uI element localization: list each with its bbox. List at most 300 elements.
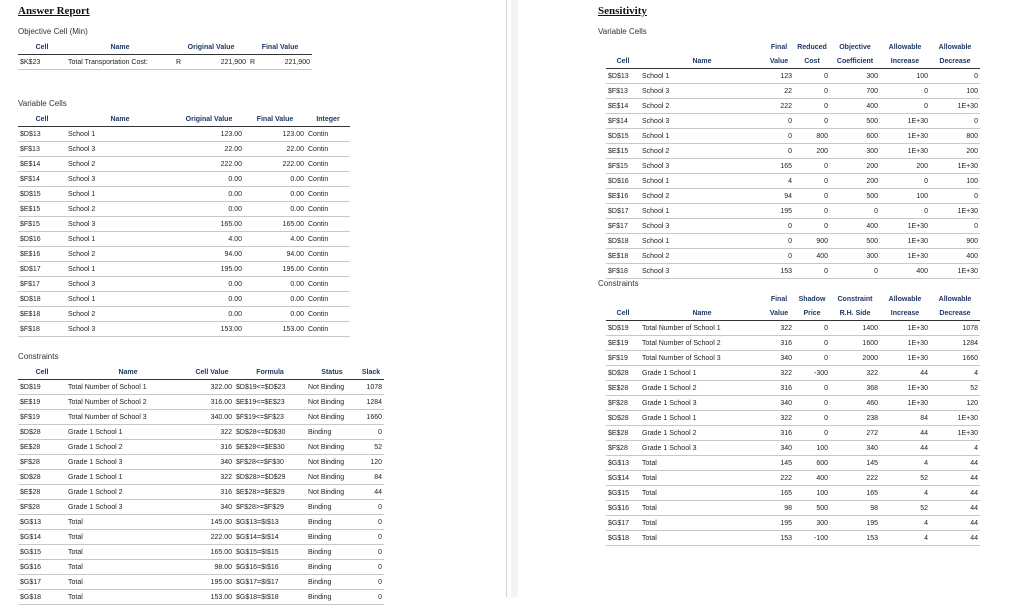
- rh-side: 165: [830, 486, 880, 501]
- cell-ref: $G$18: [606, 531, 640, 546]
- integer-type: Contin: [306, 292, 350, 307]
- cell-name: Total Number of School 1: [640, 321, 764, 336]
- col-header-reduced-cost: Cost: [794, 54, 830, 69]
- table-row: [606, 174, 980, 189]
- cell-ref: $G$17: [606, 516, 640, 531]
- integer-type: Contin: [306, 262, 350, 277]
- table-row: [606, 159, 980, 174]
- cell-ref: $F$13: [18, 142, 66, 157]
- cell-ref: $D$18: [18, 292, 66, 307]
- shadow-price: 0: [794, 396, 830, 411]
- final-value: 195: [764, 516, 794, 531]
- original-value: 165.00: [174, 217, 244, 232]
- col-header-cell: Cell: [18, 40, 66, 55]
- col-header-original-value: Original Value: [174, 40, 248, 55]
- allowable-decrease: 1E+30: [930, 264, 980, 279]
- objective-coefficient: 200: [830, 174, 880, 189]
- final-value: 165.00: [244, 217, 306, 232]
- table-row: [18, 425, 384, 440]
- cell-name: Grade 1 School 1: [66, 470, 190, 485]
- cell-name: Grade 1 School 1: [640, 366, 764, 381]
- original-value: 0.00: [174, 292, 244, 307]
- original-value: 4.00: [174, 232, 244, 247]
- cell-name: School 3: [640, 114, 764, 129]
- cell-ref: $F$19: [18, 410, 66, 425]
- cell-ref: $F$19: [606, 351, 640, 366]
- answer-report-title: Answer Report: [18, 5, 90, 17]
- cell-name: School 2: [66, 157, 174, 172]
- cell-value: 340: [190, 455, 234, 470]
- table-row: [18, 395, 384, 410]
- sensitivity-constraints-table: [606, 292, 980, 546]
- rh-side: 153: [830, 531, 880, 546]
- status: Binding: [306, 590, 358, 605]
- cell-ref: $D$17: [18, 262, 66, 277]
- cell-value: 340.00: [190, 410, 234, 425]
- final-value: 98: [764, 501, 794, 516]
- shadow-price: 100: [794, 486, 830, 501]
- cell-name: Total: [66, 515, 190, 530]
- status: Binding: [306, 515, 358, 530]
- cell-ref: $E$16: [18, 247, 66, 262]
- cell-name: Total: [66, 590, 190, 605]
- cell-ref: $D$15: [18, 187, 66, 202]
- original-value: 123.00: [174, 127, 244, 142]
- reduced-cost: 0: [794, 69, 830, 84]
- objective-coefficient: 300: [830, 249, 880, 264]
- table-row: [18, 500, 384, 515]
- allowable-decrease: 44: [930, 516, 980, 531]
- rh-side: 238: [830, 411, 880, 426]
- allowable-increase: 0: [880, 174, 930, 189]
- table-row: [606, 84, 980, 99]
- cell-ref: $D$28: [606, 411, 640, 426]
- cell-name: School 2: [640, 144, 764, 159]
- cell-ref: $F$28: [606, 396, 640, 411]
- shadow-price: 300: [794, 516, 830, 531]
- table-row: [606, 426, 980, 441]
- cell-name: School 3: [66, 322, 174, 337]
- allowable-decrease: 44: [930, 471, 980, 486]
- col-header-name: Name: [66, 40, 174, 55]
- cell-value: 322: [190, 425, 234, 440]
- final-value: 221,900: [260, 55, 312, 70]
- col-header-top: Final: [770, 43, 788, 51]
- table-row: [18, 157, 350, 172]
- cell-value: 316: [190, 485, 234, 500]
- cell-name: Total: [66, 575, 190, 590]
- cell-ref: $G$13: [606, 456, 640, 471]
- final-value: 0: [764, 219, 794, 234]
- shadow-price: 0: [794, 411, 830, 426]
- integer-type: Contin: [306, 202, 350, 217]
- formula: $F$28<=$F$30: [234, 455, 306, 470]
- slack: 44: [358, 485, 384, 500]
- formula: $D$28<=$D$30: [234, 425, 306, 440]
- final-value: 94: [764, 189, 794, 204]
- col-header-final-value: Final Value: [248, 40, 312, 55]
- allowable-increase: 4: [880, 531, 930, 546]
- reduced-cost: 200: [794, 144, 830, 159]
- shadow-price: 500: [794, 501, 830, 516]
- objective-coefficient: 700: [830, 84, 880, 99]
- col-header-cell: Cell: [18, 112, 66, 127]
- allowable-decrease: 0: [930, 219, 980, 234]
- formula: $G$17=$I$17: [234, 575, 306, 590]
- allowable-decrease: 1E+30: [930, 159, 980, 174]
- reduced-cost: 0: [794, 114, 830, 129]
- shadow-price: 0: [794, 336, 830, 351]
- final-value: 316: [764, 336, 794, 351]
- formula: $F$28>=$F$29: [234, 500, 306, 515]
- final-value: 153: [764, 531, 794, 546]
- rh-side: 1600: [830, 336, 880, 351]
- allowable-increase: 1E+30: [880, 114, 930, 129]
- cell-name: Total Number of School 2: [640, 336, 764, 351]
- col-header-rh-side: R.H. Side: [830, 306, 880, 321]
- slack: 1078: [358, 380, 384, 395]
- cell-value: 165.00: [190, 545, 234, 560]
- cell-ref: $D$17: [606, 204, 640, 219]
- status: Not Binding: [306, 485, 358, 500]
- cell-value: 153.00: [190, 590, 234, 605]
- final-value: 316: [764, 426, 794, 441]
- allowable-increase: 44: [880, 441, 930, 456]
- allowable-increase: 200: [880, 159, 930, 174]
- shadow-price: 0: [794, 381, 830, 396]
- cell-ref: $E$15: [18, 202, 66, 217]
- col-header-slack: Slack: [358, 365, 384, 380]
- status: Not Binding: [306, 395, 358, 410]
- objective-coefficient: 500: [830, 114, 880, 129]
- objective-coefficient: 400: [830, 219, 880, 234]
- cell-ref: $E$28: [18, 485, 66, 500]
- col-header-top: Reduced: [797, 43, 827, 51]
- allowable-increase: 100: [880, 189, 930, 204]
- cell-value: 316.00: [190, 395, 234, 410]
- cell-name: School 1: [66, 127, 174, 142]
- shadow-price: 0: [794, 321, 830, 336]
- cell-ref: $D$16: [606, 174, 640, 189]
- slack: 0: [358, 590, 384, 605]
- objective-coefficient: 500: [830, 234, 880, 249]
- table-row: [606, 321, 980, 336]
- cell-name: School 3: [66, 217, 174, 232]
- allowable-increase: 4: [880, 486, 930, 501]
- slack: 1284: [358, 395, 384, 410]
- slack: 0: [358, 575, 384, 590]
- integer-type: Contin: [306, 172, 350, 187]
- table-row: [606, 336, 980, 351]
- cell-ref: $G$15: [606, 486, 640, 501]
- status: Binding: [306, 545, 358, 560]
- formula: $G$14=$I$14: [234, 530, 306, 545]
- cell-name: Total: [66, 545, 190, 560]
- cell-name: Total Number of School 1: [66, 380, 190, 395]
- table-row: [18, 530, 384, 545]
- cell-ref: $G$13: [18, 515, 66, 530]
- original-value: 0.00: [174, 172, 244, 187]
- cell-name: Total Number of School 3: [640, 351, 764, 366]
- rh-side: 222: [830, 471, 880, 486]
- formula: $F$19<=$F$23: [234, 410, 306, 425]
- objective-coefficient: 500: [830, 189, 880, 204]
- rh-side: 322: [830, 366, 880, 381]
- allowable-increase: 1E+30: [880, 396, 930, 411]
- original-value: 0.00: [174, 187, 244, 202]
- allowable-increase: 1E+30: [880, 219, 930, 234]
- allowable-increase: 84: [880, 411, 930, 426]
- col-header-status: Status: [306, 365, 358, 380]
- col-header-shadow-price: Price: [794, 306, 830, 321]
- cell-name: School 3: [66, 277, 174, 292]
- col-header-allowable-increase: Increase: [880, 54, 930, 69]
- cell-ref: $D$16: [18, 232, 66, 247]
- status: Not Binding: [306, 455, 358, 470]
- table-row: [606, 144, 980, 159]
- cell-ref: $E$18: [606, 249, 640, 264]
- cell-name: School 1: [640, 129, 764, 144]
- final-value: 145: [764, 456, 794, 471]
- shadow-price: 600: [794, 456, 830, 471]
- original-value: 221,900: [186, 55, 248, 70]
- table-row: [606, 234, 980, 249]
- table-row: [18, 202, 350, 217]
- rh-side: 145: [830, 456, 880, 471]
- slack: 0: [358, 530, 384, 545]
- cell-name: School 1: [640, 204, 764, 219]
- allowable-decrease: 0: [930, 69, 980, 84]
- original-value: 0.00: [174, 202, 244, 217]
- table-row: [606, 99, 980, 114]
- cell-name: Grade 1 School 2: [640, 426, 764, 441]
- cell-ref: $G$16: [18, 560, 66, 575]
- sensitivity-report-title: Sensitivity: [598, 5, 647, 17]
- integer-type: Contin: [306, 187, 350, 202]
- shadow-price: 400: [794, 471, 830, 486]
- cell-ref: $D$15: [606, 129, 640, 144]
- col-header-top: Shadow: [798, 295, 826, 303]
- col-header-top: Final: [770, 295, 788, 303]
- cell-name: School 2: [640, 249, 764, 264]
- slack: 84: [358, 470, 384, 485]
- allowable-increase: 100: [880, 69, 930, 84]
- variable-cells-section-label: Variable Cells: [18, 99, 67, 108]
- shadow-price: -100: [794, 531, 830, 546]
- cell-ref: $D$28: [18, 470, 66, 485]
- table-row: [606, 129, 980, 144]
- cell-value: 322.00: [190, 380, 234, 395]
- sensitivity-constraints-label: Constraints: [598, 279, 639, 288]
- col-header-cell: Cell: [18, 365, 66, 380]
- allowable-increase: 1E+30: [880, 234, 930, 249]
- slack: 0: [358, 560, 384, 575]
- table-row: [18, 127, 350, 142]
- cell-ref: $F$28: [606, 441, 640, 456]
- integer-type: Contin: [306, 127, 350, 142]
- col-header-allowable-increase: Increase: [880, 306, 930, 321]
- allowable-increase: 0: [880, 99, 930, 114]
- final-value: 0.00: [244, 307, 306, 322]
- allowable-increase: 0: [880, 84, 930, 99]
- integer-type: Contin: [306, 307, 350, 322]
- allowable-increase: 4: [880, 456, 930, 471]
- cell-ref: $E$14: [18, 157, 66, 172]
- allowable-increase: 1E+30: [880, 351, 930, 366]
- cell-value: 222.00: [190, 530, 234, 545]
- rh-side: 368: [830, 381, 880, 396]
- cell-value: 340: [190, 500, 234, 515]
- status: Binding: [306, 425, 358, 440]
- cell-ref: $E$14: [606, 99, 640, 114]
- allowable-decrease: 800: [930, 129, 980, 144]
- slack: 0: [358, 425, 384, 440]
- cell-ref: $F$13: [606, 84, 640, 99]
- formula: $D$19<=$D$23: [234, 380, 306, 395]
- cell-ref: $D$13: [606, 69, 640, 84]
- slack: 0: [358, 545, 384, 560]
- allowable-decrease: 400: [930, 249, 980, 264]
- cell-name: Grade 1 School 2: [66, 440, 190, 455]
- allowable-decrease: 900: [930, 234, 980, 249]
- status: Not Binding: [306, 410, 358, 425]
- cell-value: 145.00: [190, 515, 234, 530]
- shadow-price: 0: [794, 426, 830, 441]
- final-value: 195.00: [244, 262, 306, 277]
- final-value: 340: [764, 351, 794, 366]
- cell-value: 98.00: [190, 560, 234, 575]
- slack: 0: [358, 515, 384, 530]
- objective-cell-table: [18, 40, 312, 70]
- table-row: [18, 410, 384, 425]
- cell-name: Grade 1 School 3: [640, 396, 764, 411]
- table-row: [606, 441, 980, 456]
- cell-ref: $F$14: [606, 114, 640, 129]
- rh-side: 272: [830, 426, 880, 441]
- table-row: [606, 366, 980, 381]
- cell-value: 316: [190, 440, 234, 455]
- cell-name: School 1: [640, 69, 764, 84]
- col-header-original-value: Original Value: [174, 112, 244, 127]
- allowable-increase: 1E+30: [880, 249, 930, 264]
- sensitivity-variable-cells-table: [606, 40, 980, 279]
- allowable-increase: 400: [880, 264, 930, 279]
- final-value: 165: [764, 486, 794, 501]
- col-header-top: Objective: [839, 43, 871, 51]
- cell-name: School 3: [66, 172, 174, 187]
- col-header-final-value: Value: [764, 54, 794, 69]
- rh-side: 2000: [830, 351, 880, 366]
- cell-name: Total: [640, 471, 764, 486]
- cell-ref: $F$17: [18, 277, 66, 292]
- final-value: 0: [764, 249, 794, 264]
- col-header-formula: Formula: [234, 365, 306, 380]
- final-value: 0.00: [244, 277, 306, 292]
- cell-ref: $D$28: [606, 366, 640, 381]
- col-header-name: Name: [66, 112, 174, 127]
- table-row: [18, 470, 384, 485]
- table-row: [18, 247, 350, 262]
- objective-coefficient: 600: [830, 129, 880, 144]
- allowable-increase: 52: [880, 471, 930, 486]
- cell-name: Grade 1 School 2: [66, 485, 190, 500]
- cell-ref: $E$15: [606, 144, 640, 159]
- objective-coefficient: 0: [830, 204, 880, 219]
- reduced-cost: 0: [794, 99, 830, 114]
- page-gap: [511, 0, 518, 597]
- table-row: [18, 187, 350, 202]
- allowable-decrease: 44: [930, 486, 980, 501]
- reduced-cost: 400: [794, 249, 830, 264]
- final-value: 123: [764, 69, 794, 84]
- cell-ref: $G$17: [18, 575, 66, 590]
- cell-name: Grade 1 School 3: [66, 500, 190, 515]
- table-row: [606, 69, 980, 84]
- original-value: 0.00: [174, 307, 244, 322]
- final-value: 94.00: [244, 247, 306, 262]
- cell-name: School 1: [66, 232, 174, 247]
- answer-constraints-table: [18, 365, 384, 605]
- cell-name: School 2: [640, 189, 764, 204]
- allowable-decrease: 44: [930, 531, 980, 546]
- cell-ref: $D$28: [18, 425, 66, 440]
- status: Not Binding: [306, 470, 358, 485]
- status: Not Binding: [306, 380, 358, 395]
- allowable-increase: 0: [880, 204, 930, 219]
- cell-value: 195.00: [190, 575, 234, 590]
- cell-name: Total: [66, 560, 190, 575]
- table-row: [18, 455, 384, 470]
- reduced-cost: 0: [794, 219, 830, 234]
- cell-name: Total: [640, 516, 764, 531]
- cell-name: School 2: [66, 307, 174, 322]
- page-divider: [506, 0, 507, 597]
- table-row: [606, 219, 980, 234]
- allowable-decrease: 1E+30: [930, 204, 980, 219]
- cell-ref: $F$18: [606, 264, 640, 279]
- cell-ref: $E$18: [18, 307, 66, 322]
- cell-ref: $G$16: [606, 501, 640, 516]
- final-value: 123.00: [244, 127, 306, 142]
- reduced-cost: 900: [794, 234, 830, 249]
- allowable-decrease: 1284: [930, 336, 980, 351]
- slack: 120: [358, 455, 384, 470]
- table-row: [606, 381, 980, 396]
- table-row: [606, 471, 980, 486]
- col-header-name: Name: [640, 306, 764, 321]
- table-row: [606, 411, 980, 426]
- integer-type: Contin: [306, 247, 350, 262]
- table-row: [18, 380, 384, 395]
- original-value: 153.00: [174, 322, 244, 337]
- cell-ref: $F$15: [18, 217, 66, 232]
- cell-ref: $E$16: [606, 189, 640, 204]
- currency-symbol: R: [174, 55, 186, 70]
- integer-type: Contin: [306, 157, 350, 172]
- final-value: 153: [764, 264, 794, 279]
- cell-ref: $D$13: [18, 127, 66, 142]
- formula: $G$18=$I$18: [234, 590, 306, 605]
- allowable-decrease: 200: [930, 144, 980, 159]
- original-value: 22.00: [174, 142, 244, 157]
- cell-name: School 1: [66, 187, 174, 202]
- rh-side: 98: [830, 501, 880, 516]
- table-row: [606, 501, 980, 516]
- status: Binding: [306, 560, 358, 575]
- cell-name: School 2: [66, 202, 174, 217]
- cell-name: School 1: [640, 174, 764, 189]
- formula: $G$15=$I$15: [234, 545, 306, 560]
